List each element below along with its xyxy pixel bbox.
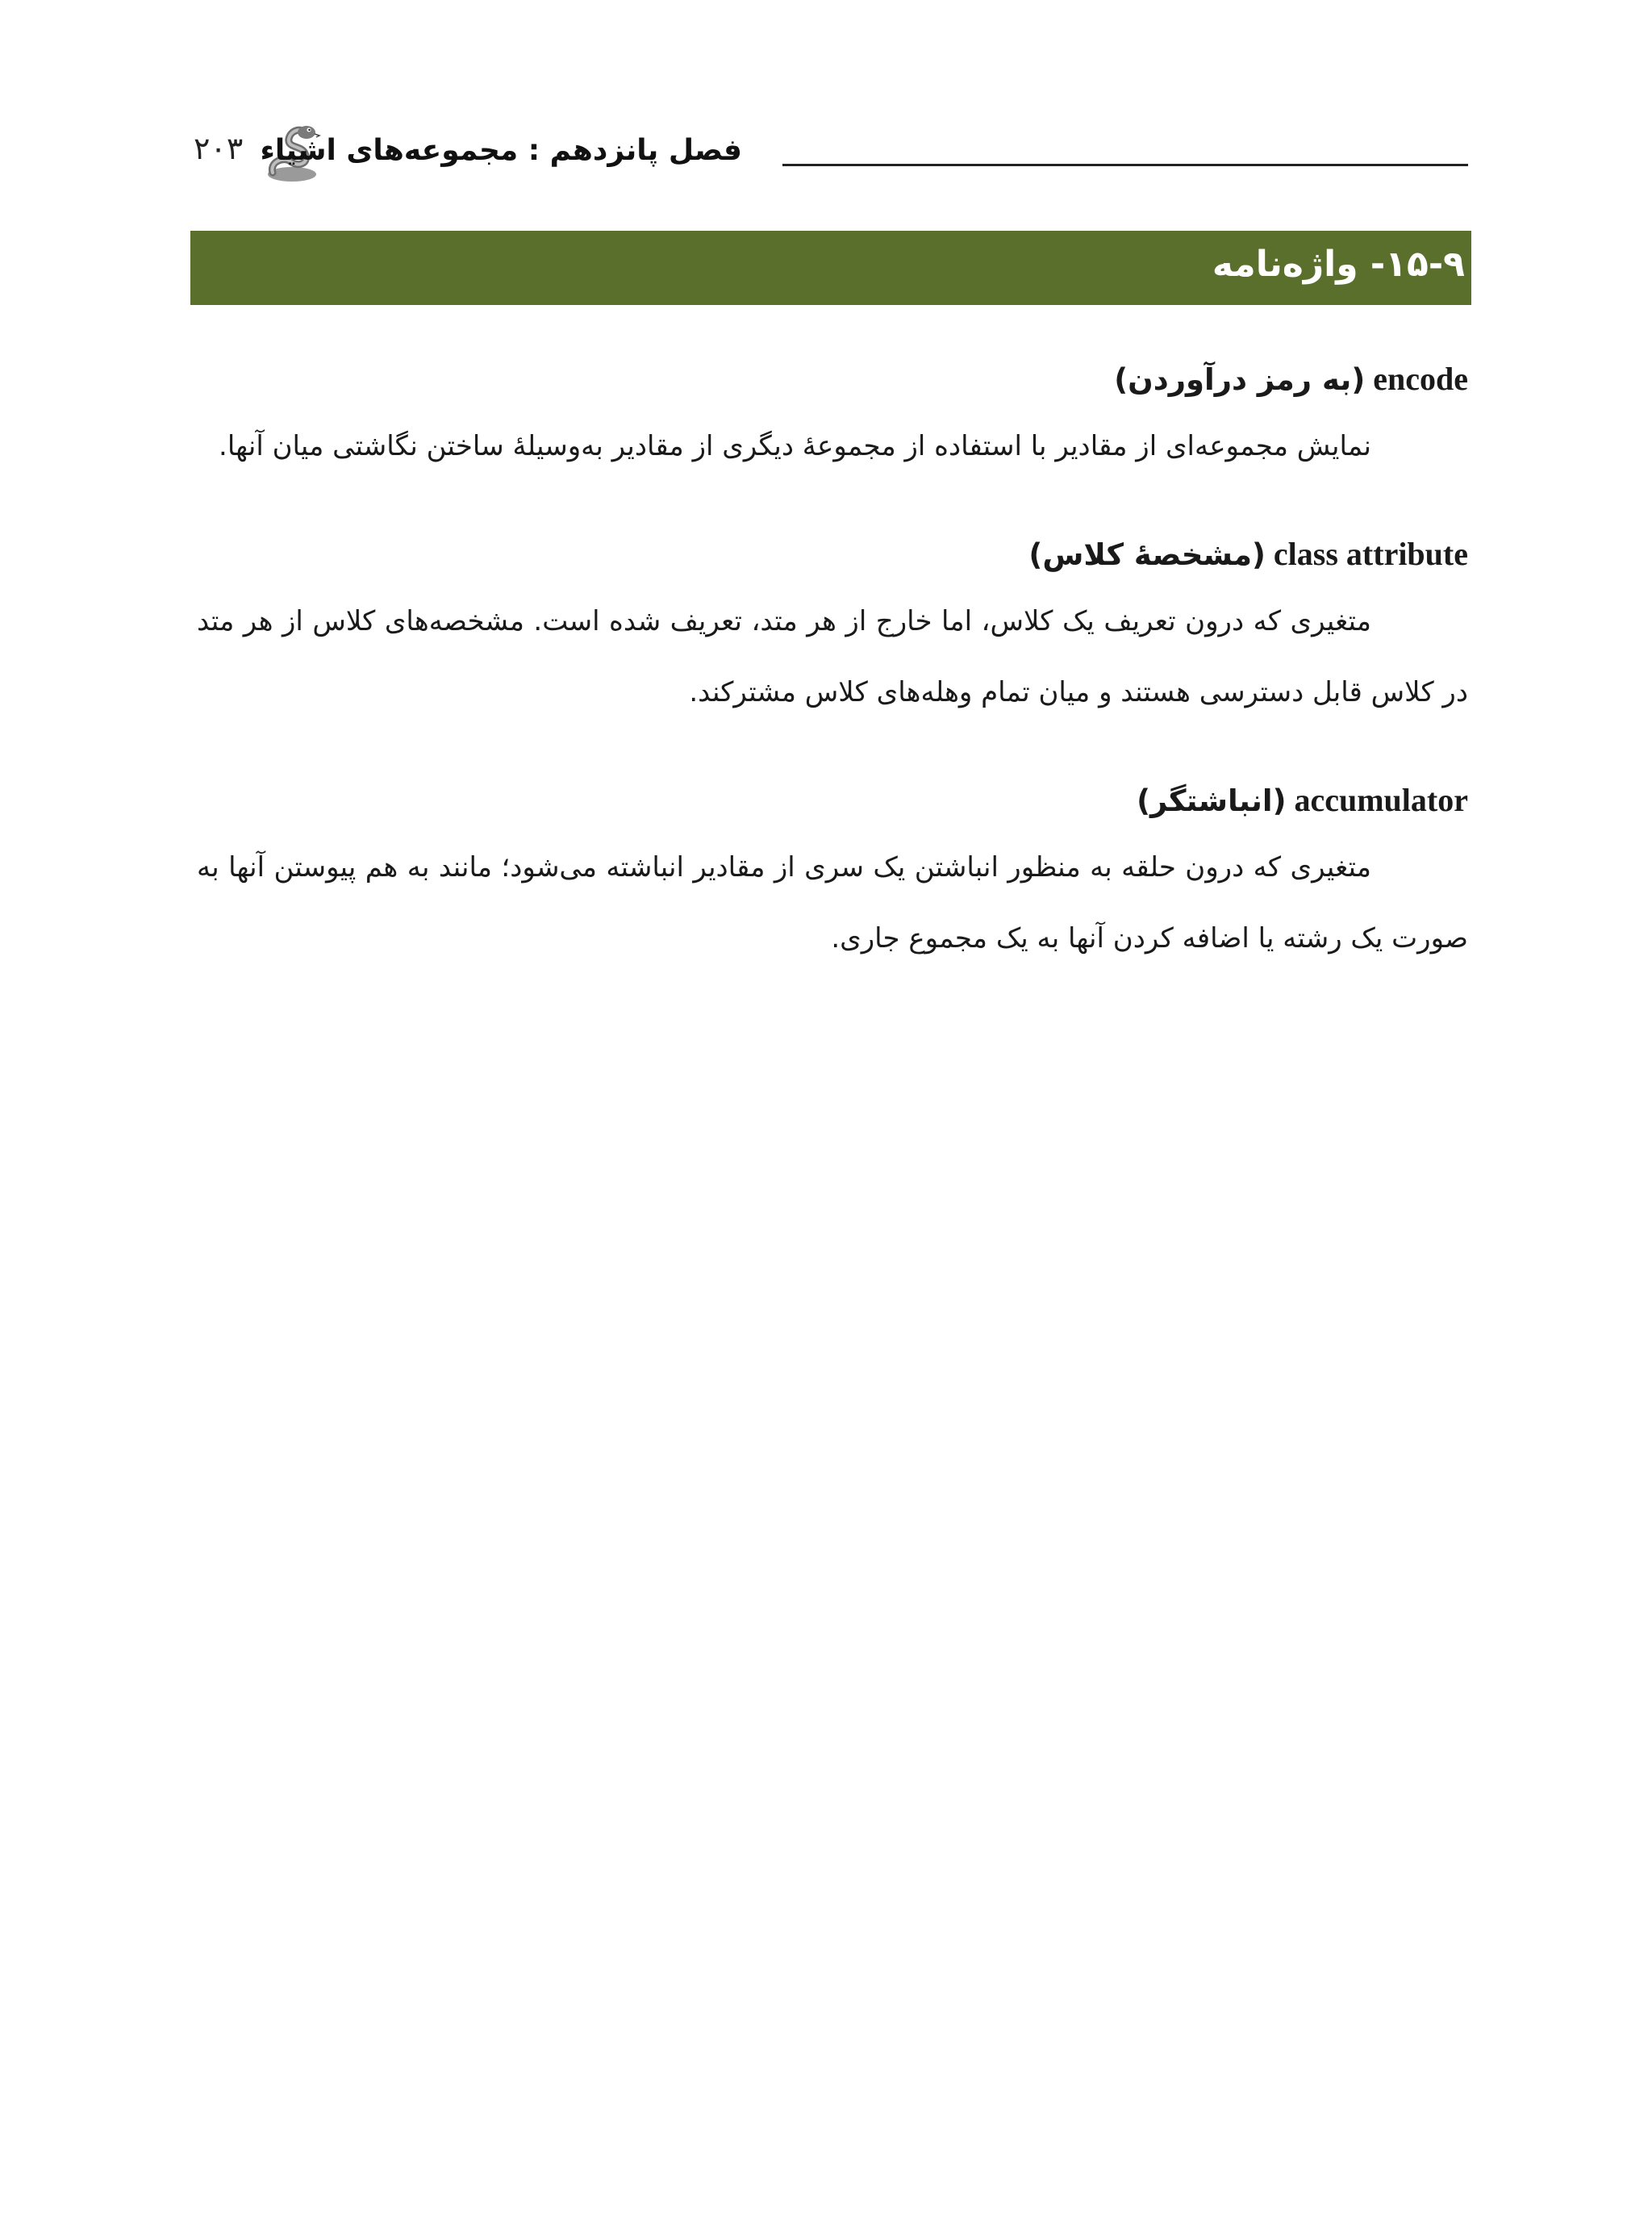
page-header (194, 121, 1468, 186)
glossary-term (197, 770, 1468, 832)
term-english: class attribute (1273, 536, 1468, 572)
header-rule (782, 164, 1468, 166)
term-persian: (مشخصهٔ کلاس) (1028, 537, 1266, 572)
section-heading-bar (190, 231, 1471, 305)
chapter-title: فصل پانزدهم : مجموعه‌های اشیاء (260, 134, 742, 167)
page-number: ۲۰۳ (194, 131, 244, 166)
term-persian: (انباشتگر) (1137, 783, 1287, 818)
glossary (197, 349, 1468, 1016)
glossary-term (197, 349, 1468, 411)
term-english: encode (1373, 361, 1468, 397)
glossary-entry-accumulator (197, 770, 1468, 974)
glossary-entry-class-attribute (197, 524, 1468, 728)
term-definition: متغیری که درون حلقه به منظور انباشتن یک سری از مقادیر انباشته می‌شود؛ مانند به هم پیوستن آنها به صورت یک رشته یا اضافه کردن آنها به یک مجموع جاری. (197, 851, 1468, 955)
term-definition: نمایش مجموعه‌ای از مقادیر با استفاده از مجموعهٔ دیگری از مقادیر به‌وسیلهٔ ساختن نگاشتی میان آنها. (219, 430, 1371, 462)
term-english: accumulator (1294, 782, 1468, 818)
term-persian: (به رمز درآوردن) (1114, 362, 1366, 397)
glossary-entry-encode (197, 349, 1468, 482)
section-title: ۱۵-۹- واژه‌نامه (1212, 244, 1465, 285)
term-definition: متغیری که درون تعریف یک کلاس، اما خارج از هر متد، تعریف شده است. مشخصه‌های کلاس از هر متد در کلاس قابل دسترسی هستند و میان تمام وهله‌های کلاس مشترکند. (197, 605, 1468, 708)
glossary-term (197, 524, 1468, 586)
